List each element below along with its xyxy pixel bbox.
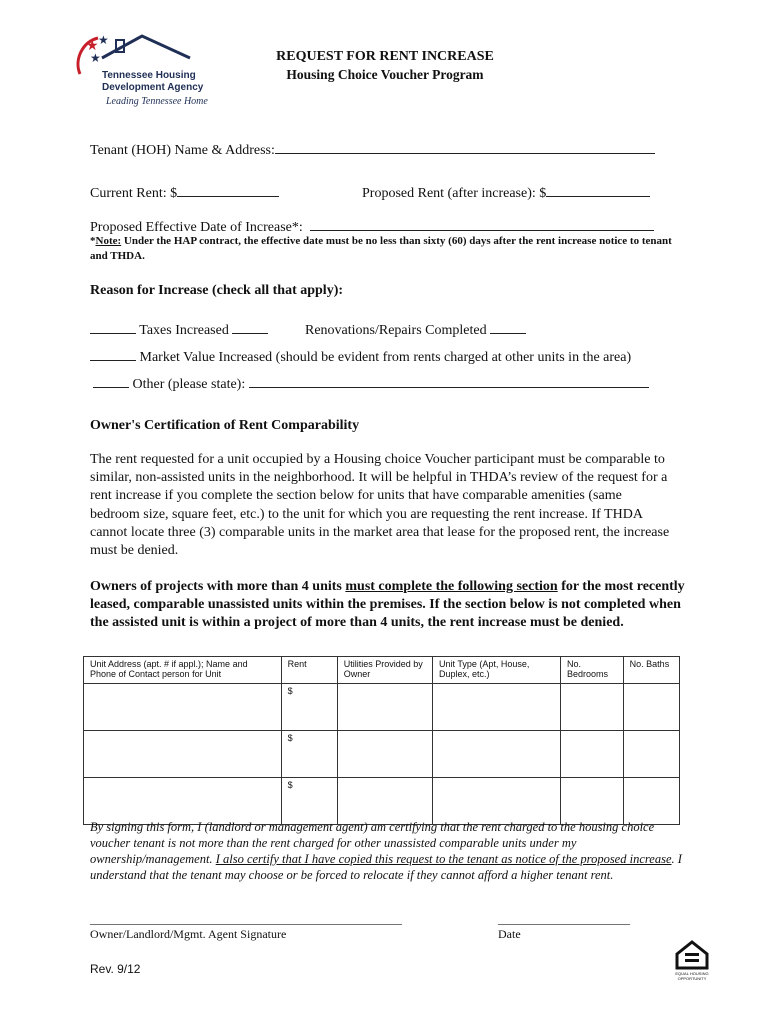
note-prefix: * bbox=[90, 235, 96, 247]
svg-text:★: ★ bbox=[90, 51, 101, 65]
col-utilities: Utilities Provided by Owner bbox=[337, 657, 432, 684]
table-row bbox=[84, 731, 680, 778]
unit-address-cell[interactable] bbox=[84, 778, 282, 825]
unit-type-cell[interactable] bbox=[433, 778, 561, 825]
reason-taxes-row bbox=[90, 319, 268, 339]
unit-type-cell[interactable] bbox=[433, 731, 561, 778]
reason-heading: Reason for Increase (check all that apply): bbox=[90, 283, 344, 298]
current-rent-label: Current Rent: $ bbox=[90, 186, 178, 201]
table-row bbox=[84, 684, 680, 731]
baths-cell[interactable] bbox=[623, 684, 679, 731]
certification-requirement bbox=[90, 578, 690, 633]
signature-line[interactable]: ____________________________________________________ bbox=[90, 912, 402, 926]
date-label: Date bbox=[498, 927, 521, 941]
col-bedrooms: No. Bedrooms bbox=[560, 657, 623, 684]
svg-text:★: ★ bbox=[98, 33, 109, 47]
rent-prefix: $ bbox=[287, 686, 293, 696]
signing-statement bbox=[90, 819, 690, 883]
tenant-label: Tenant (HOH) Name & Address: bbox=[90, 143, 275, 158]
reason-renovations-row bbox=[305, 319, 526, 339]
reason-market-row bbox=[90, 346, 631, 366]
signature-label: Owner/Landlord/Mgmt. Agent Signature bbox=[90, 927, 287, 941]
current-rent-row bbox=[90, 182, 279, 202]
requirement-part1: Owners of projects with more than 4 units bbox=[90, 579, 346, 594]
utilities-cell[interactable] bbox=[337, 684, 432, 731]
baths-cell[interactable] bbox=[623, 731, 679, 778]
unit-address-cell[interactable] bbox=[84, 731, 282, 778]
bedrooms-cell[interactable] bbox=[560, 731, 623, 778]
certification-heading: Owner's Certification of Rent Comparability bbox=[90, 418, 360, 433]
proposed-rent-row bbox=[362, 182, 650, 202]
table-header-row bbox=[84, 657, 680, 684]
rent-cell[interactable] bbox=[281, 731, 337, 778]
equal-housing-text: EQUAL HOUSING OPPORTUNITY bbox=[675, 971, 709, 981]
proposed-rent-label: Proposed Rent (after increase): $ bbox=[362, 186, 547, 201]
current-rent-input[interactable] bbox=[177, 182, 279, 197]
col-rent: Rent bbox=[281, 657, 337, 684]
rent-prefix: $ bbox=[287, 780, 293, 790]
proposed-rent-input[interactable] bbox=[546, 182, 650, 197]
effective-date-row bbox=[90, 216, 654, 236]
page-subtitle: Housing Choice Voucher Program bbox=[286, 67, 484, 82]
effective-date-label: Proposed Effective Date of Increase*: bbox=[90, 220, 303, 235]
unit-type-cell[interactable] bbox=[433, 684, 561, 731]
market-label: Market Value Increased (should be evident from rents charged at other units in the area) bbox=[139, 350, 632, 365]
other-input[interactable] bbox=[249, 373, 649, 388]
utilities-cell[interactable] bbox=[337, 778, 432, 825]
statement-underlined: I also certify that I have copied this request to the tenant as notice of the proposed increase bbox=[215, 852, 672, 866]
rent-prefix: $ bbox=[287, 733, 293, 743]
reason-other-row bbox=[93, 373, 649, 393]
col-unit-type: Unit Type (Apt, House, Duplex, etc.) bbox=[433, 657, 561, 684]
note-text: Under the HAP contract, the effective date must be no less than sixty (60) days after the rent increase notice to tenant and THDA. bbox=[90, 235, 672, 262]
note-label: Note: bbox=[95, 235, 122, 247]
col-unit-address: Unit Address (apt. # if appl.); Name and Phone of Contact person for Unit bbox=[84, 657, 282, 684]
statement-part2: . I understand that the tenant may choose or be forced to relocate if they cannot afford a higher tenant rent. bbox=[90, 852, 682, 882]
effective-date-input[interactable] bbox=[310, 216, 654, 231]
requirement-part2: for the most recently leased, comparable unassisted units within the premises. If the section below is not completed when the assisted unit is within a project of more than 4 units, the rent increase must be denied. bbox=[90, 579, 685, 631]
renovations-check-blank[interactable] bbox=[490, 319, 526, 334]
logo-tagline: Leading Tennessee Home bbox=[106, 96, 208, 107]
tenant-input[interactable] bbox=[275, 139, 655, 154]
other-check-blank[interactable] bbox=[93, 373, 129, 388]
taxes-label: Taxes Increased bbox=[139, 323, 229, 338]
svg-text:★: ★ bbox=[86, 39, 99, 54]
tenant-field-row bbox=[90, 139, 655, 159]
logo-name-line1: Tennessee Housing bbox=[102, 70, 196, 81]
equal-housing-icon bbox=[674, 940, 710, 980]
taxes-check-blank[interactable] bbox=[90, 319, 136, 334]
table-row bbox=[84, 778, 680, 825]
page-title: REQUEST FOR RENT INCREASE bbox=[276, 49, 494, 64]
comparable-units-table bbox=[83, 656, 680, 825]
renovations-label: Renovations/Repairs Completed bbox=[305, 323, 487, 338]
effective-date-note bbox=[90, 234, 690, 264]
taxes-trailing-blank[interactable] bbox=[232, 319, 268, 334]
revision-label: Rev. 9/12 bbox=[90, 962, 141, 976]
other-label: Other (please state): bbox=[132, 377, 246, 392]
unit-address-cell[interactable] bbox=[84, 684, 282, 731]
certification-paragraph: The rent requested for a unit occupied by a Housing choice Voucher participant must be comparable to similar, non-assisted units in the neighborhood. It will be helpful in THDA’s review of the request for a rent increase if you complete the section below for units that have comparable amenities (same bedroom size, square feet, etc.) to the unit for which you are requesting the rent increase. If THDA cannot locate three (3) comparable units in the market area that lease for the proposed rent, the increase must be denied. bbox=[90, 452, 670, 559]
utilities-cell[interactable] bbox=[337, 731, 432, 778]
logo-name-line2: Development Agency bbox=[102, 82, 204, 93]
baths-cell[interactable] bbox=[623, 778, 679, 825]
rent-cell[interactable] bbox=[281, 684, 337, 731]
col-baths: No. Baths bbox=[623, 657, 679, 684]
requirement-underlined: must complete the following section bbox=[345, 579, 558, 594]
bedrooms-cell[interactable] bbox=[560, 684, 623, 731]
rent-cell[interactable] bbox=[281, 778, 337, 825]
date-line[interactable]: ______________________ bbox=[498, 912, 630, 926]
house-icon bbox=[674, 940, 710, 970]
bedrooms-cell[interactable] bbox=[560, 778, 623, 825]
market-check-blank[interactable] bbox=[90, 346, 136, 361]
statement-part1: By signing this form, I (landlord or management agent) am certifying that the rent charged to the housing choice voucher tenant is not more than the rent charged for other unassisted comparable units under my ownership/management. bbox=[90, 820, 655, 866]
